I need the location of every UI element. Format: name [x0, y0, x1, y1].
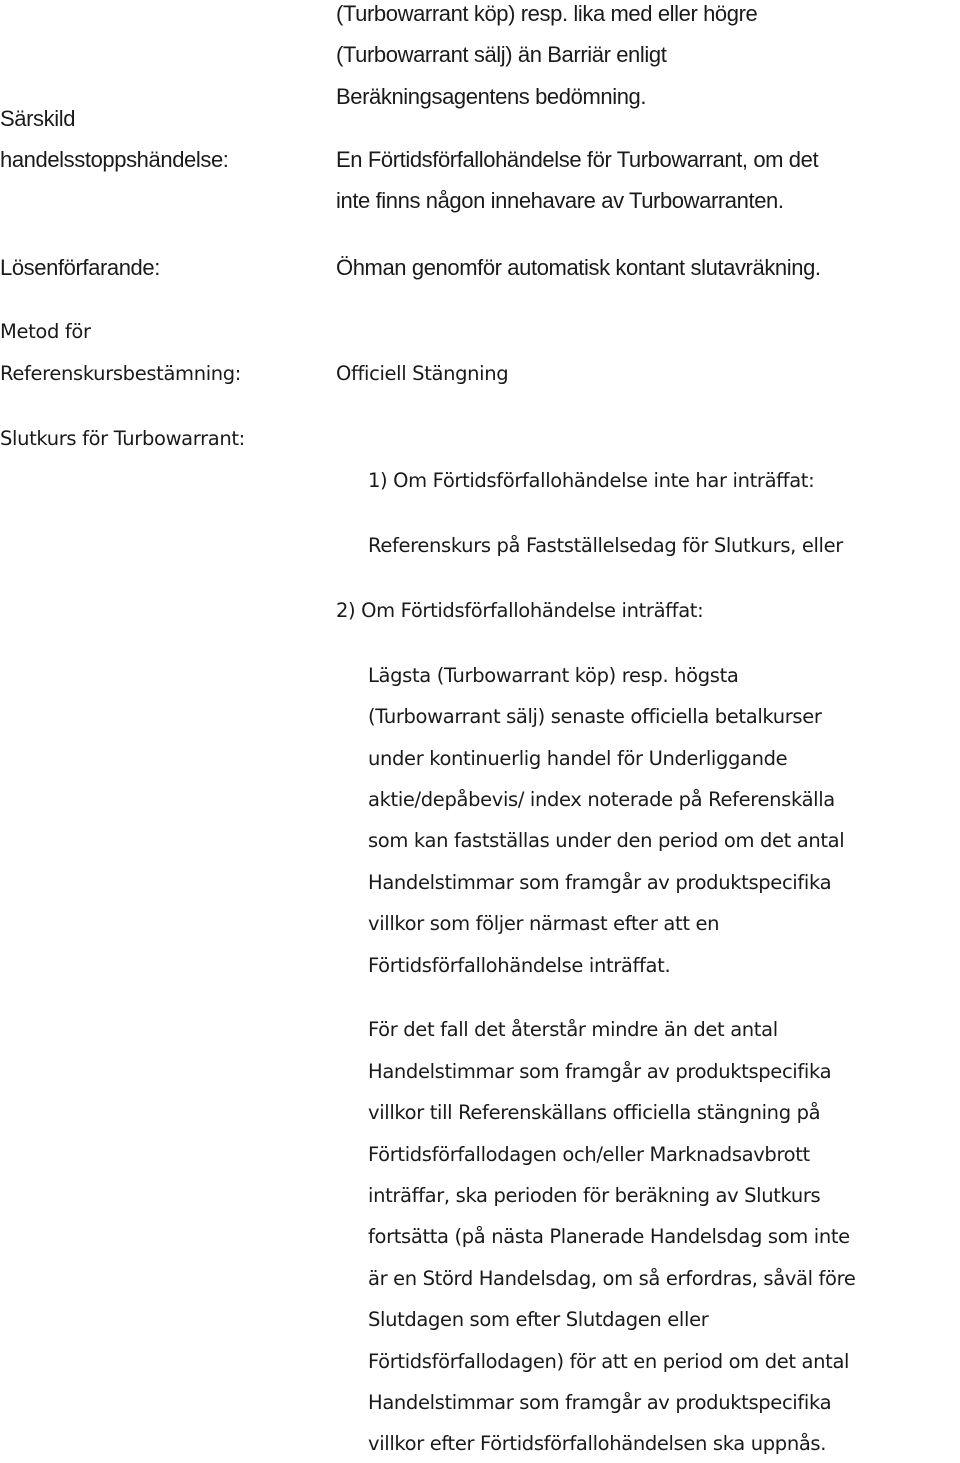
case2-para2-line: fortsätta (på nästa Planerade Handelsdag som inte: [368, 1225, 850, 1248]
case2-para1-line: aktie/depåbevis/ index noterade på Referenskälla: [368, 788, 835, 811]
case2-para1-line: under kontinuerlig handel för Underliggande: [368, 747, 788, 770]
reference-method-label: Metod för: [0, 320, 91, 343]
case2-para1-line: som kan fastställas under den period om det antal: [368, 829, 845, 852]
case2-para1-line: (Turbowarrant sälj) senaste officiella betalkurser: [368, 705, 822, 728]
case2-para2-line: inträffar, ska perioden för beräkning av Slutkurs: [368, 1184, 821, 1207]
case2-para1-line: villkor som följer närmast efter att en: [368, 912, 720, 935]
case2-para2-line: villkor till Referenskällans officiella stängning på: [368, 1101, 821, 1124]
intro-line: (Turbowarrant köp) resp. lika med eller högre: [336, 1, 758, 26]
case2-para2-line: Förtidsförfallodagen) för att en period om det antal: [368, 1350, 850, 1373]
reference-method-value: Officiell Stängning: [336, 362, 509, 385]
case2-para1-line: Handelstimmar som framgår av produktspecifika: [368, 871, 832, 894]
case2-para1-line: Lägsta (Turbowarrant köp) resp. högsta: [368, 664, 739, 687]
special-halt-label: Särskild: [0, 106, 76, 131]
case2-heading: 2) Om Förtidsförfallohändelse inträffat:: [336, 599, 704, 622]
case2-para2-line: Handelstimmar som framgår av produktspecifika: [368, 1391, 832, 1414]
case2-para2-line: Slutdagen som efter Slutdagen eller: [368, 1308, 709, 1331]
exercise-value: Öhman genomför automatisk kontant slutavräkning.: [336, 255, 821, 280]
case2-para2-line: Handelstimmar som framgår av produktspecifika: [368, 1060, 832, 1083]
exercise-label: Lösenförfarande:: [0, 255, 160, 280]
special-halt-value: inte finns någon innehavare av Turbowarranten.: [336, 188, 784, 213]
intro-line: (Turbowarrant sälj) än Barriär enligt: [336, 42, 667, 67]
case2-para1-line: Förtidsförfallohändelse inträffat.: [368, 954, 671, 977]
final-price-label: Slutkurs för Turbowarrant:: [0, 427, 245, 450]
case1-heading: 1) Om Förtidsförfallohändelse inte har inträffat:: [368, 469, 815, 492]
intro-line: Beräkningsagentens bedömning.: [336, 84, 647, 109]
special-halt-value: En Förtidsförfallohändelse för Turbowarrant, om det: [336, 147, 819, 172]
case2-para2-line: Förtidsförfallodagen och/eller Marknadsavbrott: [368, 1143, 810, 1166]
case1-text: Referenskurs på Fastställelsedag för Slutkurs, eller: [368, 534, 843, 557]
case2-para2-line: är en Störd Handelsdag, om så erfordras, såväl före: [368, 1267, 856, 1290]
reference-method-label: Referenskursbestämning:: [0, 362, 242, 385]
case2-para2-line: För det fall det återstår mindre än det antal: [368, 1018, 778, 1041]
special-halt-label: handelsstoppshändelse:: [0, 147, 229, 172]
case2-para2-line: villkor efter Förtidsförfallohändelsen ska uppnås.: [368, 1432, 827, 1455]
